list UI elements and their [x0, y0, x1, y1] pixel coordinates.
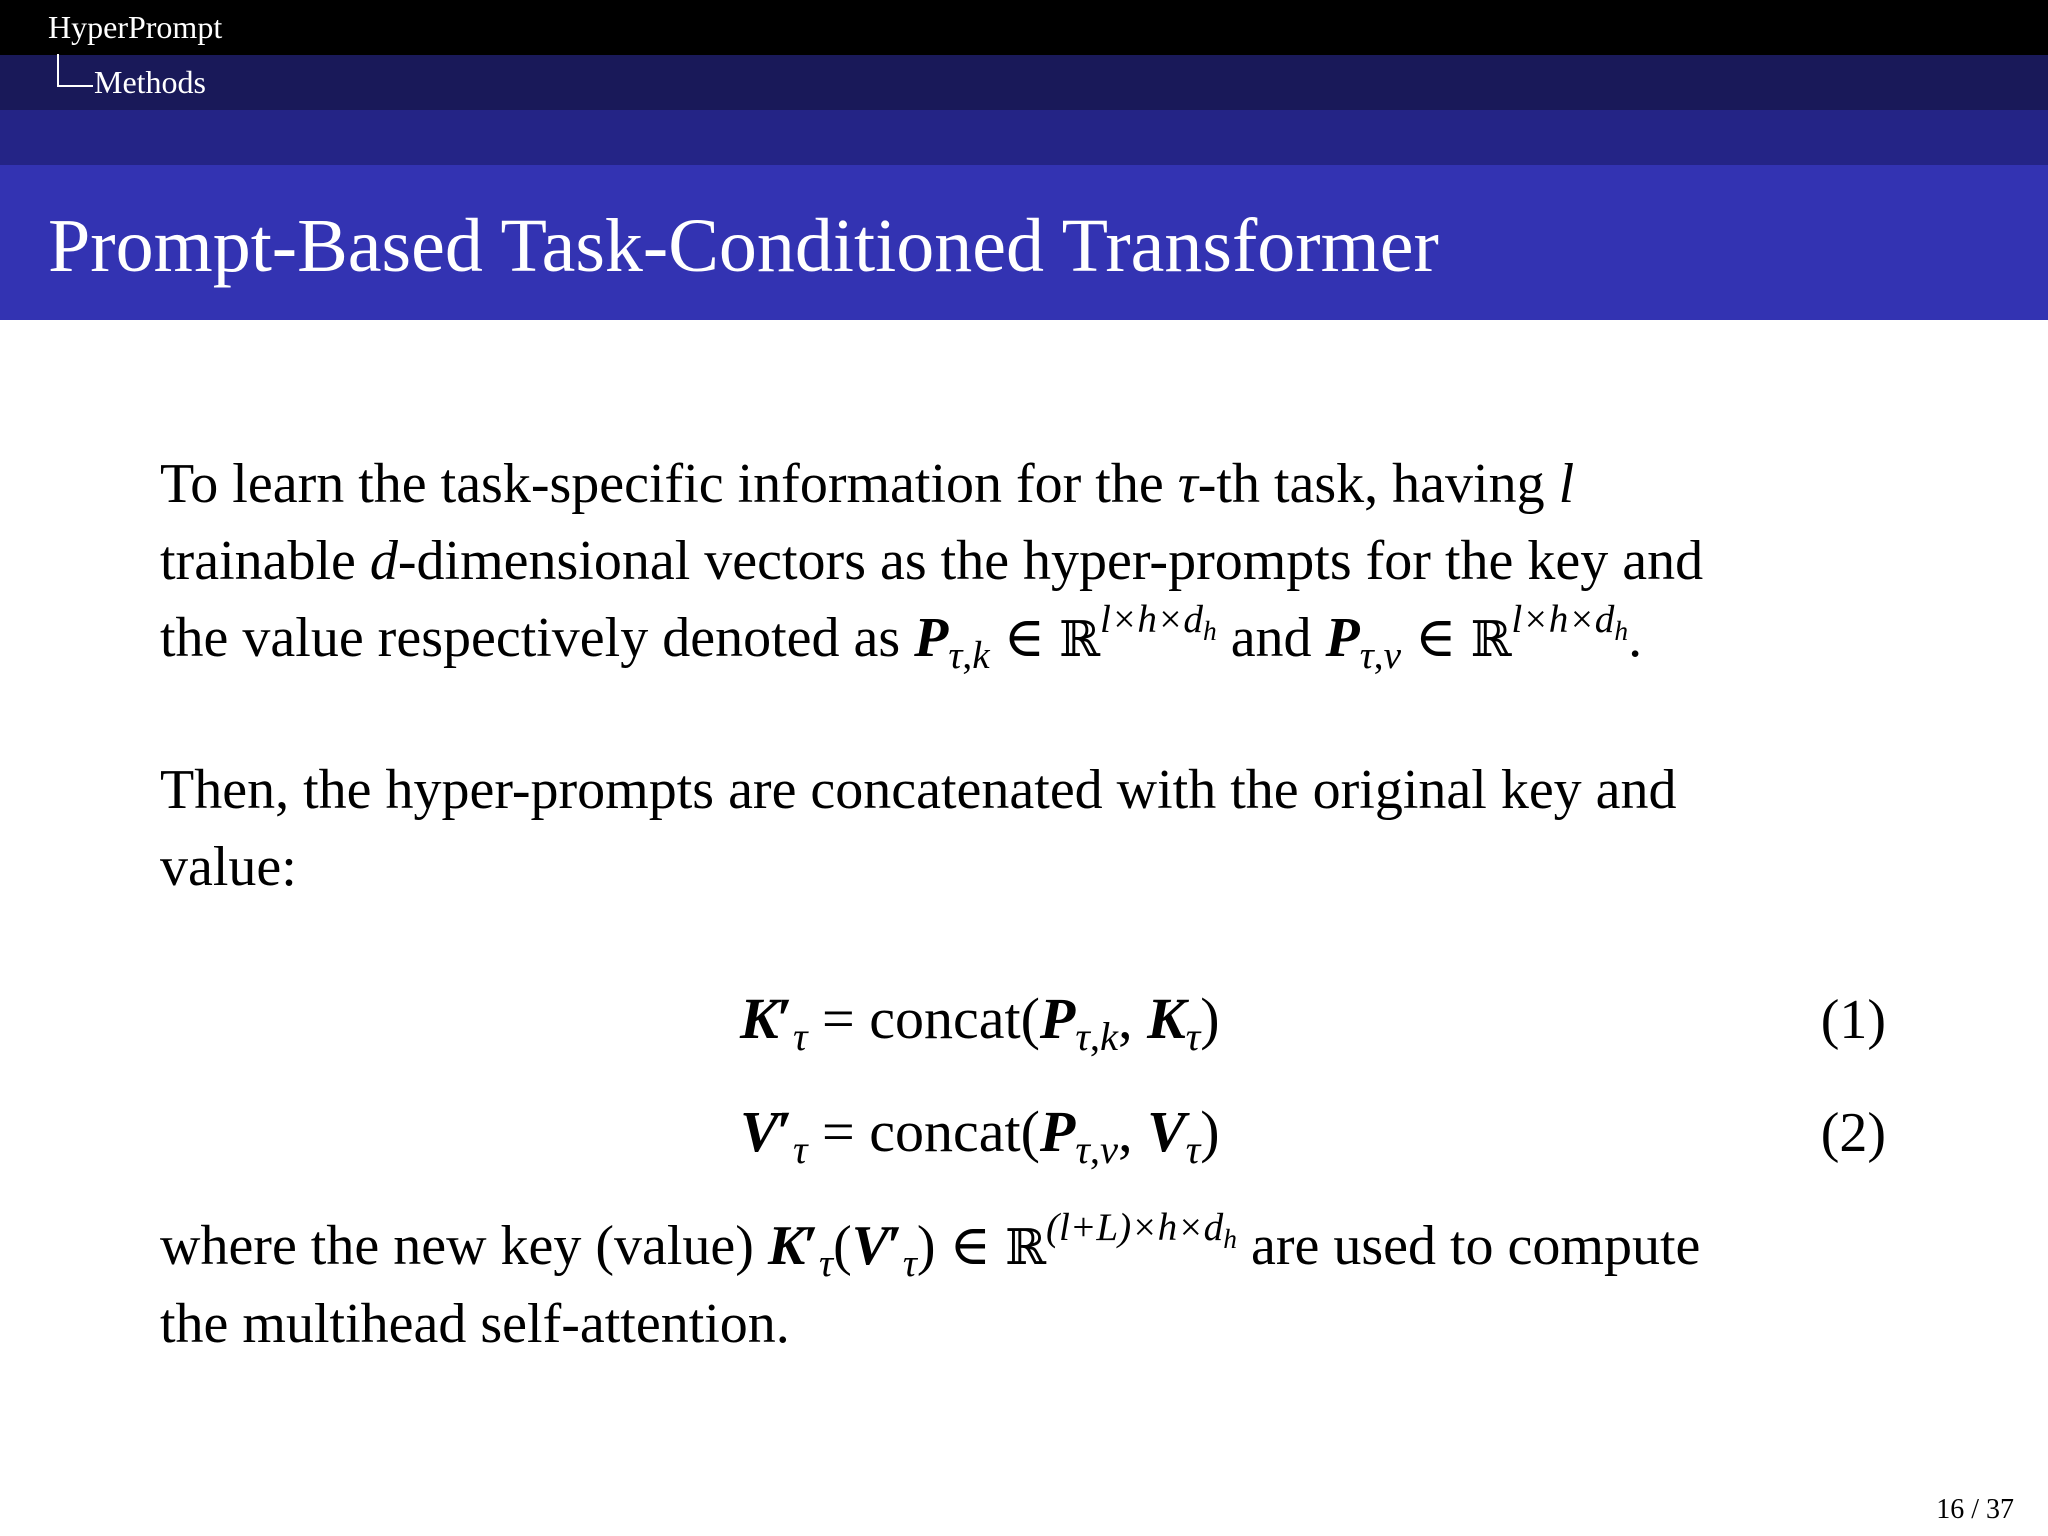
equation-value: $V'_\tau$ = $concat(P_{\tau,v}$, $V_\tau$): [740, 1099, 1220, 1173]
header-section-bar: [0, 55, 2048, 110]
presentation-title[interactable]: HyperPrompt: [48, 9, 223, 45]
frame-title: Prompt-Based Task-Conditioned Transformer: [48, 204, 1439, 288]
paragraph-intro: [160, 446, 1920, 678]
equation-number: (2): [1820, 1102, 1886, 1164]
paragraph-line: To learn the task-specific information for the τ-th task, having l: [160, 453, 1575, 515]
header-band: [0, 110, 2048, 165]
tree-elbow-icon: [57, 54, 93, 87]
section-name[interactable]: Methods: [94, 64, 206, 100]
paragraph-explain: [160, 1205, 1920, 1363]
equation-key: $K'_\tau$ = $concat(P_{\tau,k}$, $K_\tau$): [740, 986, 1220, 1060]
math-new-kv: $K'_\tau(V'_\tau)$ ∈ ℝ$^{(l+L)\times h\times d_h}$: [767, 1205, 1237, 1285]
paragraph-line: where the new key (value) $K'_\tau(V'_\tau)$ ∈ ℝ$^{(l+L)\times h\times d_h}$ are used to compute: [160, 1205, 1701, 1285]
paragraph-line: the value respectively denoted as $P_{\tau,k}$ ∈ ℝ$^{l\times h\times d_h}$ and $P_{\tau,v}$ ∈ ℝ$^{l\times h\times d_h}$.: [160, 597, 1643, 677]
page-counter: 16 / 37: [1936, 1494, 2014, 1525]
equation-number: (1): [1820, 989, 1886, 1051]
math-p-tau-k: $P_{\tau,k}$ ∈ ℝ$^{l\times h\times d_h}$: [914, 597, 1217, 677]
math-p-tau-v: $P_{\tau,v}$ ∈ ℝ$^{l\times h\times d_h}$: [1325, 597, 1629, 677]
paragraph-line: trainable d-dimensional vectors as the hyper-prompts for the key and: [160, 530, 1704, 592]
paragraph-concat: [160, 752, 1920, 906]
paragraph-line: value:: [160, 836, 297, 898]
paragraph-line: Then, the hyper-prompts are concatenated with the original key and: [160, 759, 1677, 821]
header-top-bar: [0, 0, 2048, 55]
paragraph-line: the multihead self-attention.: [160, 1293, 790, 1355]
